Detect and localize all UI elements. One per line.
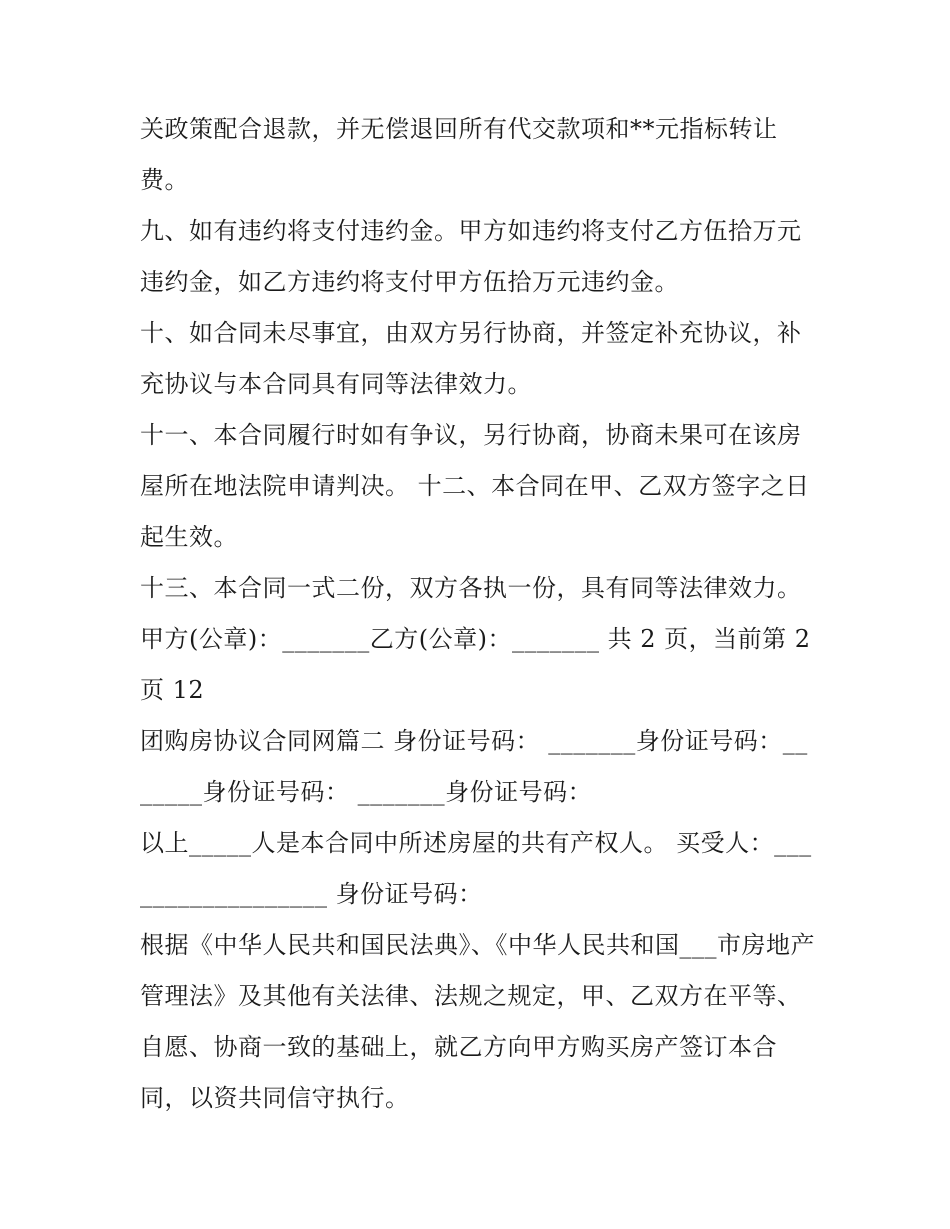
paragraph-clause-10: 十、如合同未尽事宜，由双方另行协商，并签定补充协议，补充协议与本合同具有同等法律效力。 [140, 319, 802, 398]
paragraph-refund-clause: 关政策配合退款，并无偿退回所有代交款项和**元指标转让费。 [140, 115, 778, 194]
paragraph-signature-line: 甲方(公章)：_______乙方(公章)：_______ 共 2 页，当前第 2 页 12 [140, 625, 811, 704]
paragraph-legal-basis: 根据《中华人民共和国民法典》、《中华人民共和国___市房地产管理法》及其他有关法律、法规之规定，甲、乙双方在平等、自愿、协商一致的基础上，就乙方向甲方购买房产签订本合同，以资共同信守执行。 [140, 931, 815, 1112]
paragraph-clause-9: 九、如有违约将支付违约金。甲方如违约将支付乙方伍拾万元违约金，如乙方违约将支付甲方伍拾万元违约金。 [140, 217, 802, 296]
paragraph-clause-13: 十三、本合同一式二份，双方各执一份，具有同等法律效力。 [140, 574, 802, 602]
paragraph-co-owners: 以上_____人是本合同中所述房屋的共有产权人。 买受人：__________________ 身份证号码： [140, 829, 812, 908]
document-body [140, 104, 820, 1124]
paragraph-clause-11-12: 十一、本合同履行时如有争议，另行协商，协商未果可在该房屋所在地法院申请判决。 十二、本合同在甲、乙双方签字之日起生效。 [140, 421, 810, 551]
paragraph-contract-two-header: 团购房协议合同网篇二 身份证号码： _______身份证号码：_______身份证号码： _______身份证号码： [140, 727, 808, 806]
